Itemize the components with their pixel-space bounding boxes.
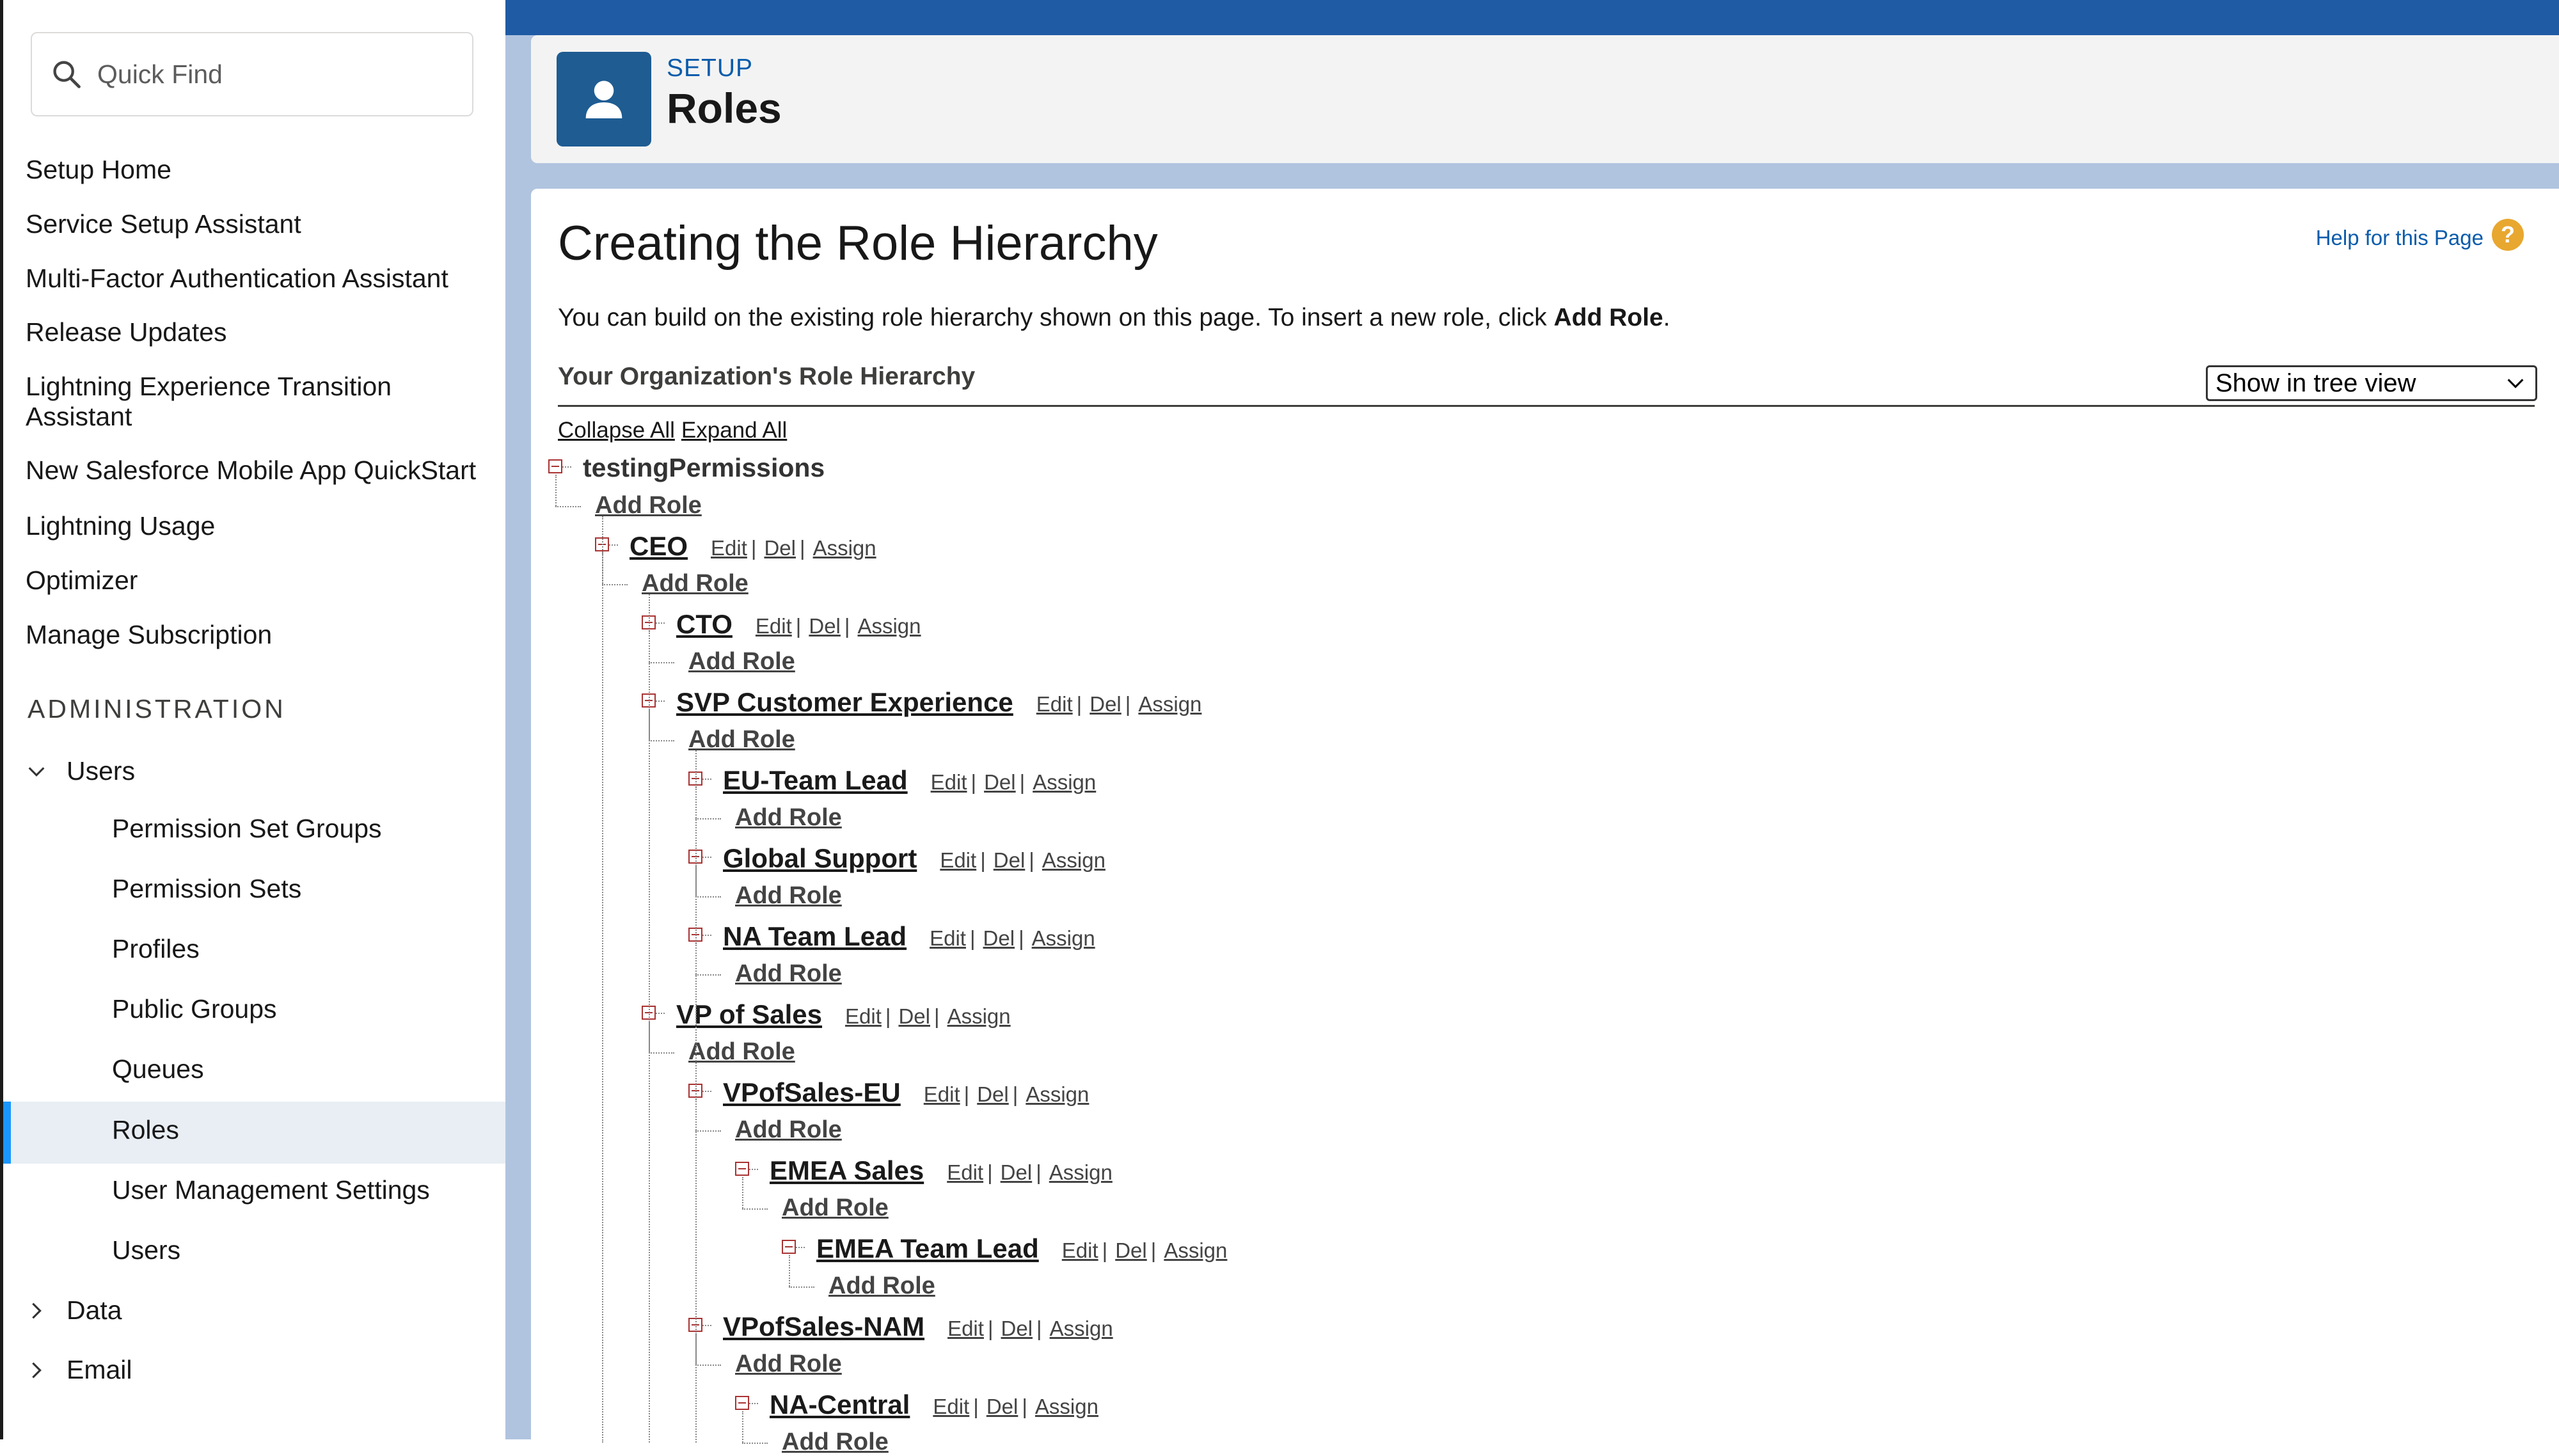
data-group-toggle[interactable] — [26, 1295, 122, 1325]
action-separator: | — [885, 1004, 891, 1028]
action-separator: | — [1125, 692, 1131, 716]
action-separator: | — [1036, 1317, 1042, 1340]
action-separator: | — [963, 1082, 970, 1106]
role-link[interactable]: CTO — [676, 609, 733, 639]
tree-connector — [695, 974, 721, 976]
tree-connector — [656, 700, 665, 702]
action-separator: | — [1076, 692, 1082, 716]
tree-connector — [702, 1091, 711, 1092]
collapse-toggle-icon[interactable] — [548, 459, 562, 473]
action-separator: | — [1019, 770, 1026, 794]
nav-profiles[interactable]: Profiles — [112, 934, 200, 963]
role-emea-sales — [770, 1155, 1113, 1186]
tree-connector — [649, 662, 674, 663]
assign-link[interactable]: Assign — [1033, 770, 1097, 794]
setup-label: SETUP — [667, 54, 754, 82]
action-separator: | — [969, 926, 976, 950]
expand-all-link[interactable]: Expand All — [681, 418, 788, 443]
action-separator: | — [1102, 1238, 1108, 1262]
edit-link[interactable]: Edit — [1061, 1238, 1098, 1262]
user-icon — [557, 52, 651, 146]
page-header — [531, 35, 2559, 163]
assign-link[interactable]: Assign — [1138, 692, 1202, 716]
add-role-link[interactable]: Add Role — [642, 570, 749, 597]
role-link[interactable]: EU-Team Lead — [723, 765, 908, 795]
nav-lightning-usage[interactable]: Lightning Usage — [26, 511, 216, 541]
quick-find-box[interactable] — [31, 32, 473, 116]
users-group-toggle[interactable] — [26, 756, 135, 786]
action-separator: | — [1018, 926, 1024, 950]
action-separator: | — [1022, 1395, 1027, 1418]
view-mode-select[interactable] — [2206, 365, 2537, 401]
assign-link[interactable]: Assign — [1031, 926, 1095, 950]
search-icon — [50, 58, 83, 91]
nav-optimizer[interactable]: Optimizer — [26, 566, 138, 595]
assign-link[interactable]: Assign — [1049, 1317, 1113, 1340]
nav-users[interactable]: Users — [112, 1235, 181, 1265]
tree-connector — [656, 622, 665, 624]
action-separator: | — [987, 1317, 994, 1340]
tree-connector — [749, 1169, 758, 1170]
tree-connector — [742, 1443, 768, 1444]
root-role-name: testingPermissions — [583, 453, 825, 482]
tree-branch-line — [602, 516, 603, 1443]
action-separator: | — [934, 1004, 940, 1028]
setup-sidebar — [0, 0, 505, 1439]
collapse-toggle-icon[interactable] — [735, 1162, 749, 1176]
role-link[interactable]: Global Support — [723, 843, 917, 873]
tree-connector — [702, 857, 711, 858]
action-separator: | — [844, 614, 850, 638]
action-separator: | — [800, 536, 805, 560]
role-vpofsales-eu — [723, 1077, 1089, 1108]
edit-link[interactable]: Edit — [711, 536, 747, 560]
nav-setup-home[interactable]: Setup Home — [26, 155, 171, 184]
add-role-link[interactable]: Add Role — [688, 726, 795, 753]
page-title: Roles — [667, 84, 782, 132]
selected-item-highlight — [3, 1102, 509, 1164]
nav-lightning-transition[interactable]: Lightning Experience Transition — [26, 372, 392, 401]
hierarchy-heading: Your Organization's Role Hierarchy — [558, 363, 976, 390]
nav-queues[interactable]: Queues — [112, 1054, 204, 1084]
data-group-label: Data — [67, 1295, 122, 1325]
view-mode-value: Show in tree view — [2215, 368, 2416, 397]
role-link[interactable]: CEO — [630, 531, 688, 561]
collapse-all-link[interactable]: Collapse All — [558, 418, 675, 443]
add-role-link[interactable]: Add Role — [735, 804, 842, 831]
action-separator: | — [750, 536, 757, 560]
del-link[interactable]: Del — [1001, 1317, 1033, 1340]
assign-link[interactable]: Assign — [812, 536, 876, 560]
role-link[interactable]: EMEA Sales — [770, 1155, 924, 1185]
nav-mfa-assistant[interactable]: Multi-Factor Authentication Assistant — [26, 264, 448, 293]
intro-text: You can build on the existing role hierarchy shown on this page. To insert a new role, click Add Role. — [558, 304, 1670, 331]
del-link[interactable]: Del — [1000, 1160, 1033, 1184]
tree-connector — [742, 1177, 743, 1208]
tree-connector — [695, 1365, 721, 1366]
chevron-down-icon — [2505, 372, 2526, 394]
action-separator: | — [1150, 1238, 1157, 1262]
tree-connector — [555, 475, 557, 506]
del-link[interactable]: Del — [1115, 1238, 1147, 1262]
del-link[interactable]: Del — [993, 848, 1026, 872]
role-link[interactable]: SVP Customer Experience — [676, 687, 1013, 717]
add-role-link[interactable]: Add Role — [735, 1350, 842, 1377]
action-separator: | — [1012, 1082, 1018, 1106]
assign-link[interactable]: Assign — [1034, 1395, 1098, 1418]
add-role-link[interactable]: Add Role — [828, 1272, 935, 1299]
collapse-toggle-icon[interactable] — [735, 1396, 749, 1410]
nav-manage-subscription[interactable]: Manage Subscription — [26, 620, 273, 649]
action-separator: | — [795, 614, 802, 638]
divider — [558, 405, 2535, 407]
action-separator: | — [987, 1160, 993, 1184]
tree-connector — [789, 1286, 814, 1288]
action-separator: | — [1029, 848, 1034, 872]
top-banner — [505, 0, 2559, 35]
del-link[interactable]: Del — [983, 926, 1015, 950]
tree-connector — [695, 818, 721, 819]
add-role-link[interactable]: Add Role — [735, 960, 842, 987]
tree-connector — [796, 1247, 805, 1248]
role-vpofsales-nam — [723, 1311, 1113, 1342]
role-link[interactable]: VPofSales-EU — [723, 1077, 901, 1107]
role-emea-team-lead — [816, 1233, 1227, 1264]
nav-permission-sets[interactable]: Permission Sets — [112, 874, 302, 903]
add-role-link[interactable]: Add Role — [782, 1194, 889, 1221]
action-separator: | — [980, 848, 986, 872]
help-icon[interactable]: ? — [2492, 219, 2524, 251]
tree-connector — [702, 779, 711, 780]
chevron-down-icon — [26, 761, 47, 782]
add-role-link[interactable]: Add Role — [735, 1116, 842, 1143]
content-title: Creating the Role Hierarchy — [558, 216, 1158, 271]
del-link[interactable]: Del — [984, 770, 1016, 794]
nav-release-updates[interactable]: Release Updates — [26, 317, 227, 347]
tree-connector — [702, 1325, 711, 1326]
edit-link[interactable]: Edit — [923, 1082, 960, 1106]
email-group-toggle[interactable] — [26, 1355, 132, 1385]
role-cto — [676, 609, 921, 640]
edit-link[interactable]: Edit — [947, 1160, 984, 1184]
tree-connector — [609, 544, 618, 546]
add-role-link[interactable]: Add Role — [595, 492, 702, 519]
action-separator: | — [973, 1395, 979, 1418]
nav-roles[interactable]: Roles — [112, 1115, 179, 1144]
tree-branch-line — [695, 750, 697, 1443]
role-na-team-lead — [723, 921, 1095, 952]
role-link[interactable]: VPofSales-NAM — [723, 1311, 925, 1341]
del-link[interactable]: Del — [898, 1004, 930, 1028]
tree-connector — [649, 740, 674, 741]
del-link[interactable]: Del — [1089, 692, 1121, 716]
role-global-support — [723, 843, 1105, 874]
content-panel — [531, 189, 2559, 1455]
add-role-link[interactable]: Add Role — [735, 882, 842, 909]
nav-public-groups[interactable]: Public Groups — [112, 994, 277, 1024]
add-role-link[interactable]: Add Role — [688, 648, 795, 675]
role-link[interactable]: VP of Sales — [676, 999, 823, 1029]
tree-connector — [695, 896, 721, 898]
role-vp-of-sales — [676, 999, 1011, 1030]
section-heading-administration: ADMINISTRATION — [28, 694, 286, 724]
tree-connector — [749, 1403, 758, 1404]
role-link[interactable]: NA Team Lead — [723, 921, 907, 951]
tree-branch-line — [649, 594, 650, 1443]
help-link[interactable]: Help for this Page — [2315, 226, 2484, 249]
quick-find-input[interactable] — [96, 59, 457, 90]
action-separator: | — [971, 770, 977, 794]
assign-link[interactable]: Assign — [1049, 1160, 1113, 1184]
assign-link[interactable]: Assign — [947, 1004, 1011, 1028]
collapse-expand-links — [558, 418, 793, 443]
tree-connector — [789, 1255, 790, 1286]
nav-service-setup-assistant[interactable]: Service Setup Assistant — [26, 209, 301, 239]
role-ceo — [630, 531, 876, 562]
add-role-link[interactable]: Add Role — [688, 1038, 795, 1065]
del-link[interactable]: Del — [986, 1395, 1018, 1418]
role-na-central — [770, 1389, 1098, 1420]
tree-connector — [702, 935, 711, 936]
collapse-toggle-icon[interactable] — [782, 1240, 796, 1254]
users-group-label: Users — [67, 756, 136, 786]
del-link[interactable]: Del — [977, 1082, 1009, 1106]
chevron-right-icon — [26, 1300, 47, 1322]
edit-link[interactable]: Edit — [940, 848, 977, 872]
edit-link[interactable]: Edit — [755, 614, 792, 638]
nav-user-management-settings[interactable]: User Management Settings — [112, 1175, 430, 1205]
role-svp-customer-experience — [676, 687, 1201, 718]
nav-mobile-quickstart[interactable]: New Salesforce Mobile App QuickStart — [26, 455, 477, 485]
action-separator: | — [1036, 1160, 1042, 1184]
nav-lightning-transition-line2[interactable]: Assistant — [26, 402, 132, 431]
role-eu-team-lead — [723, 765, 1096, 796]
edit-link[interactable]: Edit — [947, 1317, 984, 1340]
tree-connector — [649, 1052, 674, 1054]
edit-link[interactable]: Edit — [930, 926, 966, 950]
add-role-link[interactable]: Add Role — [782, 1428, 889, 1455]
assign-link[interactable]: Assign — [857, 614, 921, 638]
assign-link[interactable]: Assign — [1026, 1082, 1089, 1106]
tree-connector — [562, 466, 571, 468]
assign-link[interactable]: Assign — [1042, 848, 1105, 872]
assign-link[interactable]: Assign — [1164, 1238, 1228, 1262]
tree-connector — [602, 584, 628, 585]
nav-permission-set-groups[interactable]: Permission Set Groups — [112, 814, 382, 843]
del-link[interactable]: Del — [764, 536, 796, 560]
tree-connector — [742, 1208, 768, 1210]
chevron-right-icon — [26, 1359, 47, 1381]
role-link[interactable]: EMEA Team Lead — [816, 1233, 1039, 1263]
edit-link[interactable]: Edit — [930, 770, 967, 794]
tree-connector — [656, 1013, 665, 1014]
edit-link[interactable]: Edit — [845, 1004, 882, 1028]
role-link[interactable]: NA-Central — [770, 1389, 910, 1420]
edit-link[interactable]: Edit — [1036, 692, 1073, 716]
tree-connector — [742, 1411, 743, 1443]
tree-connector — [695, 1130, 721, 1132]
edit-link[interactable]: Edit — [933, 1395, 970, 1418]
tree-connector — [555, 506, 581, 507]
email-group-label: Email — [67, 1355, 132, 1384]
del-link[interactable]: Del — [809, 614, 841, 638]
